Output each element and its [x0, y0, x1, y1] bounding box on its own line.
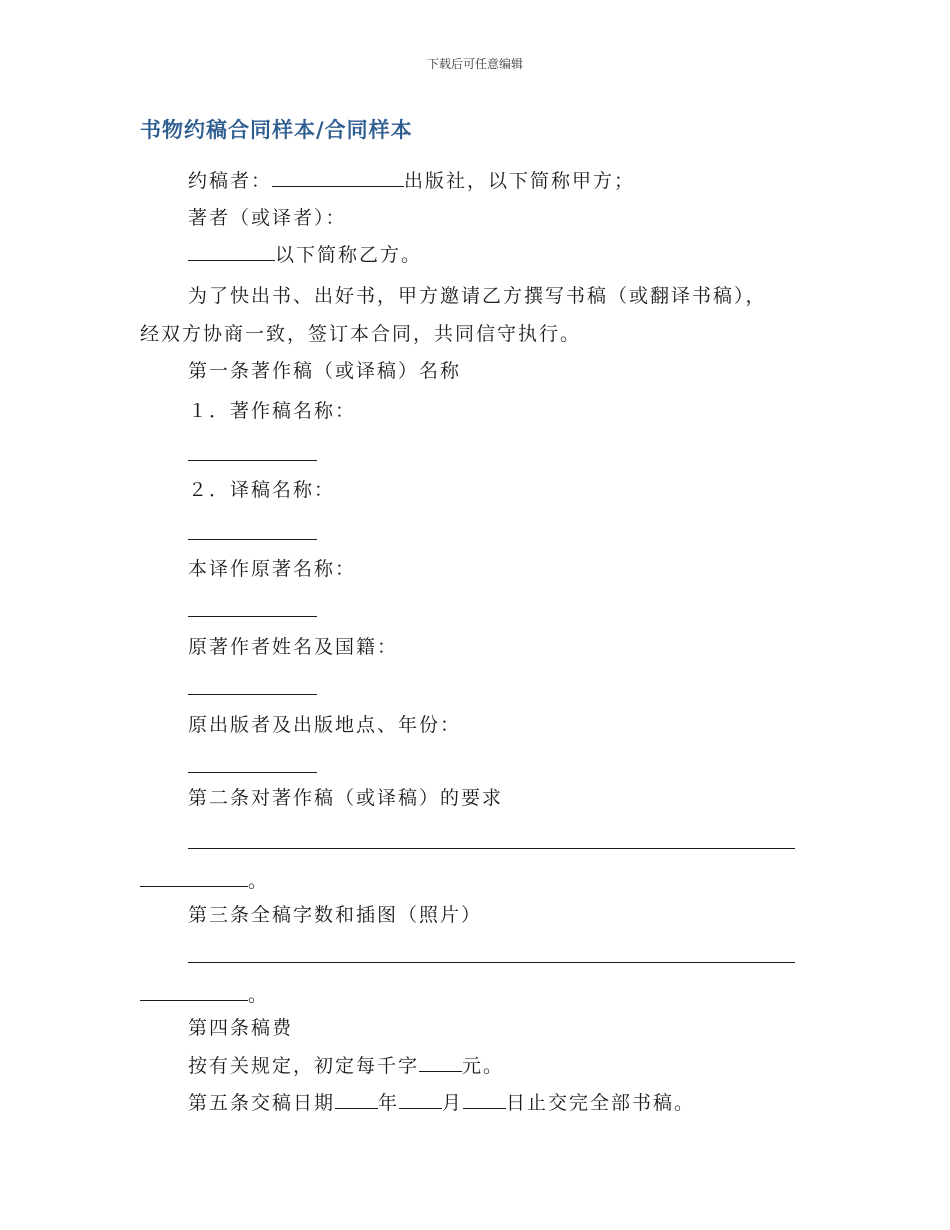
party-a-suffix: 出版社，以下简称甲方；: [404, 170, 636, 192]
intro-line-1: 为了快出书、出好书，甲方邀请乙方撰写书稿（或翻译书稿），: [188, 285, 767, 307]
article-1-item-2: ２．译稿名称：: [188, 479, 336, 501]
article-4-text-a: 按有关规定，初定每千字: [188, 1055, 420, 1077]
article-2-end: 。: [248, 870, 270, 892]
article-3-end-line: [140, 982, 269, 1008]
fee-per-thousand-blank: [419, 1053, 462, 1072]
intro-line-2: 经双方协商一致，签订本合同，共同信守执行。: [140, 323, 582, 345]
article-1-item-2-blank: [188, 539, 317, 540]
article-4-fee-line: [188, 1053, 504, 1079]
article-2-end-line: [140, 868, 269, 894]
party-a-label: 约稿者：: [188, 170, 273, 192]
party-b-blank: [188, 242, 275, 261]
party-b-line: [188, 242, 422, 268]
party-a-line: [188, 168, 635, 194]
delivery-day-blank: [463, 1090, 506, 1109]
original-author-blank: [188, 694, 317, 695]
article-5-text-b: 日止交完全部书稿。: [506, 1092, 696, 1114]
article-4-text-b: 元。: [462, 1055, 505, 1077]
article-2-blank-long: [188, 848, 795, 849]
original-author-label: 原著作者姓名及国籍：: [188, 636, 399, 658]
article-3-blank-short: [140, 982, 248, 1001]
article-1-item-1: １．著作稿名称：: [188, 400, 357, 422]
article-5-line: [188, 1090, 695, 1116]
document-title: 书物约稿合同样本/合同样本: [140, 118, 413, 142]
article-5-year: 年: [378, 1092, 400, 1114]
article-2-heading: 第二条对著作稿（或译稿）的要求: [188, 787, 504, 809]
article-1-item-1-blank: [188, 460, 317, 461]
original-title-blank: [188, 616, 317, 617]
article-1-heading: 第一条著作稿（或译稿）名称: [188, 360, 462, 382]
article-5-text-a: 第五条交稿日期: [188, 1092, 336, 1114]
party-a-blank: [272, 168, 404, 187]
party-b-suffix: 以下简称乙方。: [275, 244, 423, 266]
article-2-blank-short: [140, 868, 248, 887]
article-5-month: 月: [442, 1092, 464, 1114]
party-b-label: 著者（或译者）：: [188, 207, 347, 229]
page-header-note: 下载后可任意编辑: [426, 57, 523, 71]
article-3-end: 。: [248, 984, 270, 1006]
delivery-year-blank: [335, 1090, 378, 1109]
original-publisher-label: 原出版者及出版地点、年份：: [188, 714, 462, 736]
article-3-heading: 第三条全稿字数和插图（照片）: [188, 904, 483, 926]
original-title-label: 本译作原著名称：: [188, 558, 357, 580]
article-4-heading: 第四条稿费: [188, 1017, 294, 1039]
original-publisher-blank: [188, 772, 317, 773]
delivery-month-blank: [399, 1090, 442, 1109]
article-3-blank-long: [188, 962, 795, 963]
